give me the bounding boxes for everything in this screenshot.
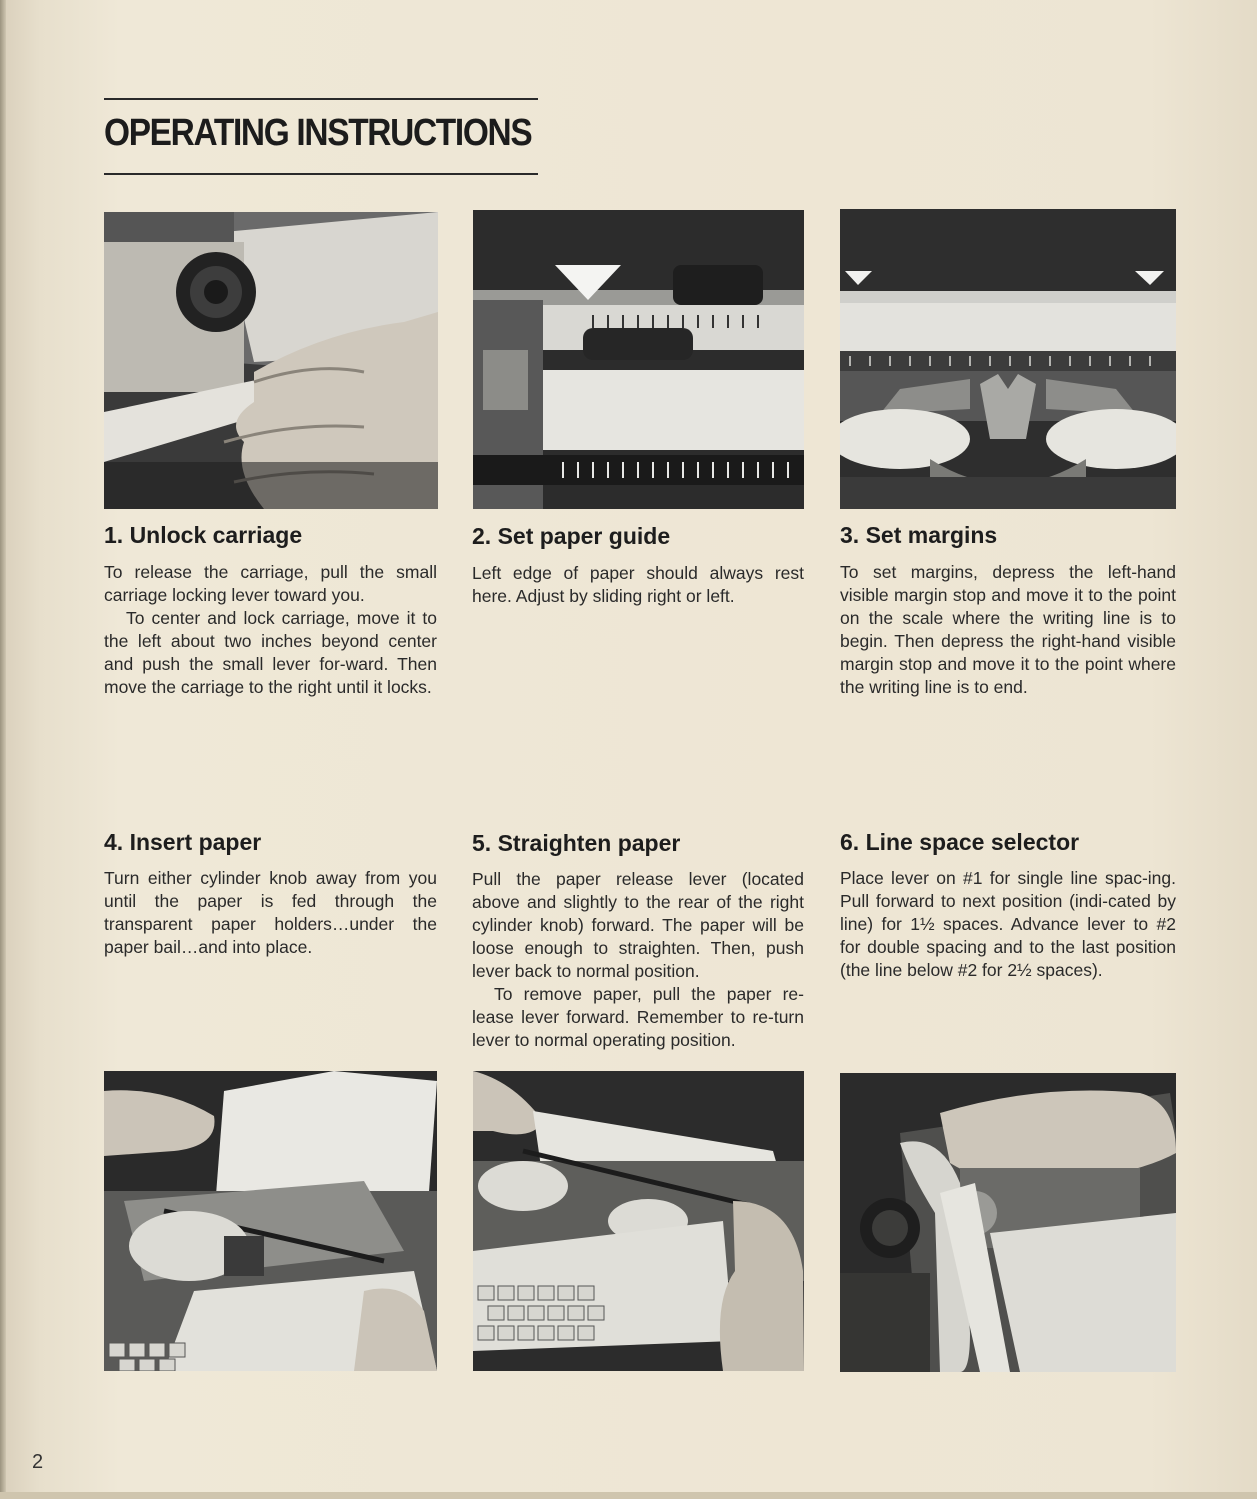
step-5-paragraph-1: Pull the paper release lever (located above and slightly to the rear of the right cylinder knob) forward. The paper will be loose enough to straighten. Then, push lever back to normal position. <box>472 869 804 981</box>
photo-paper-guide-icon <box>473 210 804 509</box>
photo-carriage-release-icon <box>104 212 438 509</box>
step-6-title: 6. Line space selector <box>840 829 1080 855</box>
title-rule-top <box>104 98 538 100</box>
page-title: OPERATING INSTRUCTIONS <box>104 112 532 154</box>
step-6-body <box>840 867 1176 982</box>
step-4-body <box>104 867 437 959</box>
step-1-paragraph-2: To center and lock carriage, move it to the left about two inches beyond center and push the small lever for-ward. Then move the carriage to the right until it locks. <box>104 608 437 697</box>
binding-edge <box>0 0 6 1499</box>
step-4-title: 4. Insert paper <box>104 829 262 855</box>
step-3-body <box>840 561 1176 699</box>
step-1-body <box>104 561 437 699</box>
photo-straighten-paper-icon <box>473 1071 804 1371</box>
photo-line-space-lever-icon <box>840 1073 1176 1372</box>
step-2-paragraph-1: Left edge of paper should always rest here. Adjust by sliding right or left. <box>472 563 804 606</box>
title-rule-bottom <box>104 173 538 175</box>
step-5-paragraph-2: To remove paper, pull the paper re-lease lever forward. Remember to re-turn lever to normal operating position. <box>472 984 804 1050</box>
step-2-body <box>472 562 804 608</box>
step-2-title: 2. Set paper guide <box>472 523 671 549</box>
step-5-title: 5. Straighten paper <box>472 830 681 856</box>
photo-margin-stops-icon <box>840 209 1176 509</box>
step-1-paragraph-1: To release the carriage, pull the small carriage locking lever toward you. <box>104 562 437 605</box>
step-1-title: 1. Unlock carriage <box>104 522 303 548</box>
step-6-paragraph-1: Place lever on #1 for single line spac-ing. Pull forward to next position (indi-cated by line) for 1½ spaces. Advance lever to #2 for double spacing and to the last position (the line below #2 for 2½ spaces). <box>840 868 1176 980</box>
page-bottom-edge <box>0 1492 1257 1499</box>
page-number: 2 <box>32 1451 44 1473</box>
step-5-body <box>472 868 804 1052</box>
step-3-paragraph-1: To set margins, depress the left-hand visible margin stop and move it to the point on the scale where the writing line is to begin. Then depress the right-hand visible margin stop and move it to the point where the writing line is to end. <box>840 562 1176 697</box>
photo-insert-paper-icon <box>104 1071 437 1371</box>
step-4-paragraph-1: Turn either cylinder knob away from you until the paper is fed through the transparent paper holders…under the paper bail…and into place. <box>104 868 437 957</box>
step-3-title: 3. Set margins <box>840 522 998 548</box>
